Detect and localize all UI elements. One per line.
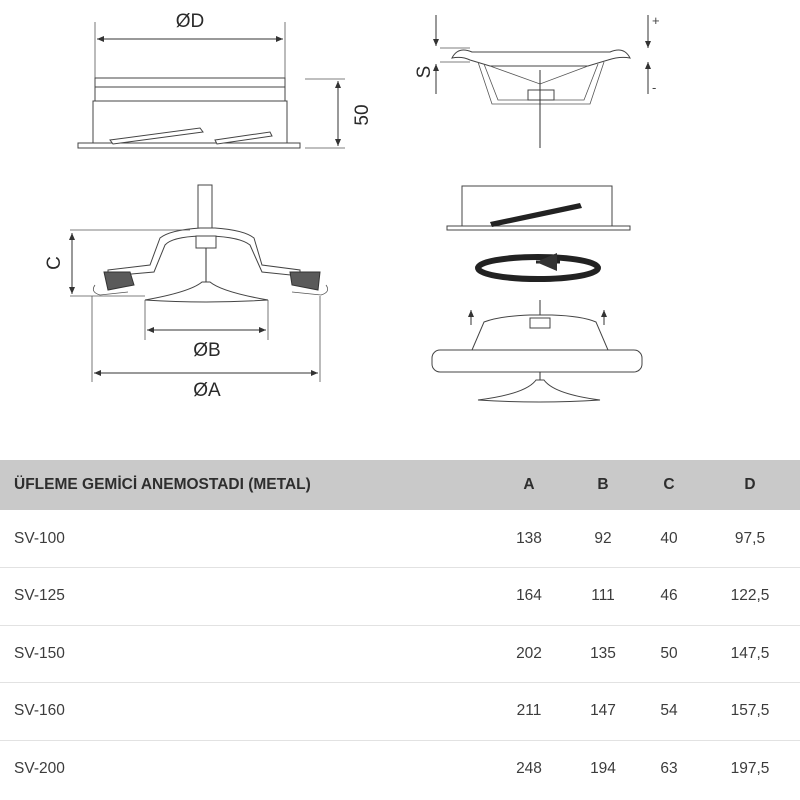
- table-header-row: [0, 460, 800, 510]
- model-cell: SV-100: [14, 529, 65, 547]
- b-cell: 111: [591, 587, 615, 605]
- minus-sign: -: [652, 80, 657, 95]
- b-cell: 147: [590, 702, 616, 720]
- spec-table: [0, 460, 800, 798]
- table-row: [0, 683, 800, 741]
- col-header-b: B: [597, 476, 609, 493]
- dim-a-label: ØA: [193, 380, 221, 401]
- a-cell: 138: [516, 529, 542, 547]
- collar-side-view: [78, 11, 373, 148]
- c-cell: 40: [660, 529, 678, 547]
- a-cell: 248: [516, 760, 542, 777]
- deflector-plate: [145, 282, 268, 302]
- d-cell: 122,5: [730, 587, 770, 605]
- table-row: [0, 510, 800, 568]
- col-header-d: D: [744, 476, 756, 493]
- d-cell: 197,5: [730, 760, 770, 777]
- d-cell: 157,5: [730, 702, 770, 720]
- a-cell: 211: [516, 702, 542, 720]
- table-row: [0, 625, 800, 683]
- model-cell: SV-160: [14, 702, 65, 720]
- b-cell: 135: [590, 644, 616, 662]
- b-cell: 92: [594, 529, 612, 547]
- c-cell: 54: [660, 702, 678, 720]
- dim-s-label: S: [414, 65, 435, 79]
- c-cell: 46: [660, 587, 678, 605]
- c-cell: 50: [660, 644, 678, 662]
- col-header-a: A: [523, 476, 535, 493]
- table-row: [0, 740, 800, 798]
- dim-b-label: ØB: [193, 340, 221, 361]
- model-cell: SV-150: [14, 644, 65, 662]
- a-cell: 164: [516, 587, 542, 605]
- dim-c-label: C: [44, 256, 65, 270]
- table-title: ÜFLEME GEMİCİ ANEMOSTADI (METAL): [14, 476, 311, 493]
- model-cell: SV-200: [14, 760, 65, 777]
- adjust-view: [414, 13, 660, 148]
- dim-50-label: 50: [352, 104, 373, 126]
- dim-d-label: ØD: [175, 11, 205, 32]
- model-cell: SV-125: [14, 587, 65, 605]
- plus-sign: +: [652, 13, 660, 28]
- a-cell: 202: [516, 644, 542, 662]
- d-cell: 97,5: [734, 529, 766, 547]
- b-cell: 194: [590, 760, 616, 777]
- diffuser-section: [44, 185, 328, 401]
- c-cell: 63: [660, 760, 678, 777]
- d-cell: 147,5: [730, 644, 770, 662]
- rotation-ring: [478, 257, 598, 279]
- table-row: [0, 568, 800, 626]
- assembly-sequence: [432, 186, 642, 402]
- col-header-c: C: [663, 476, 675, 493]
